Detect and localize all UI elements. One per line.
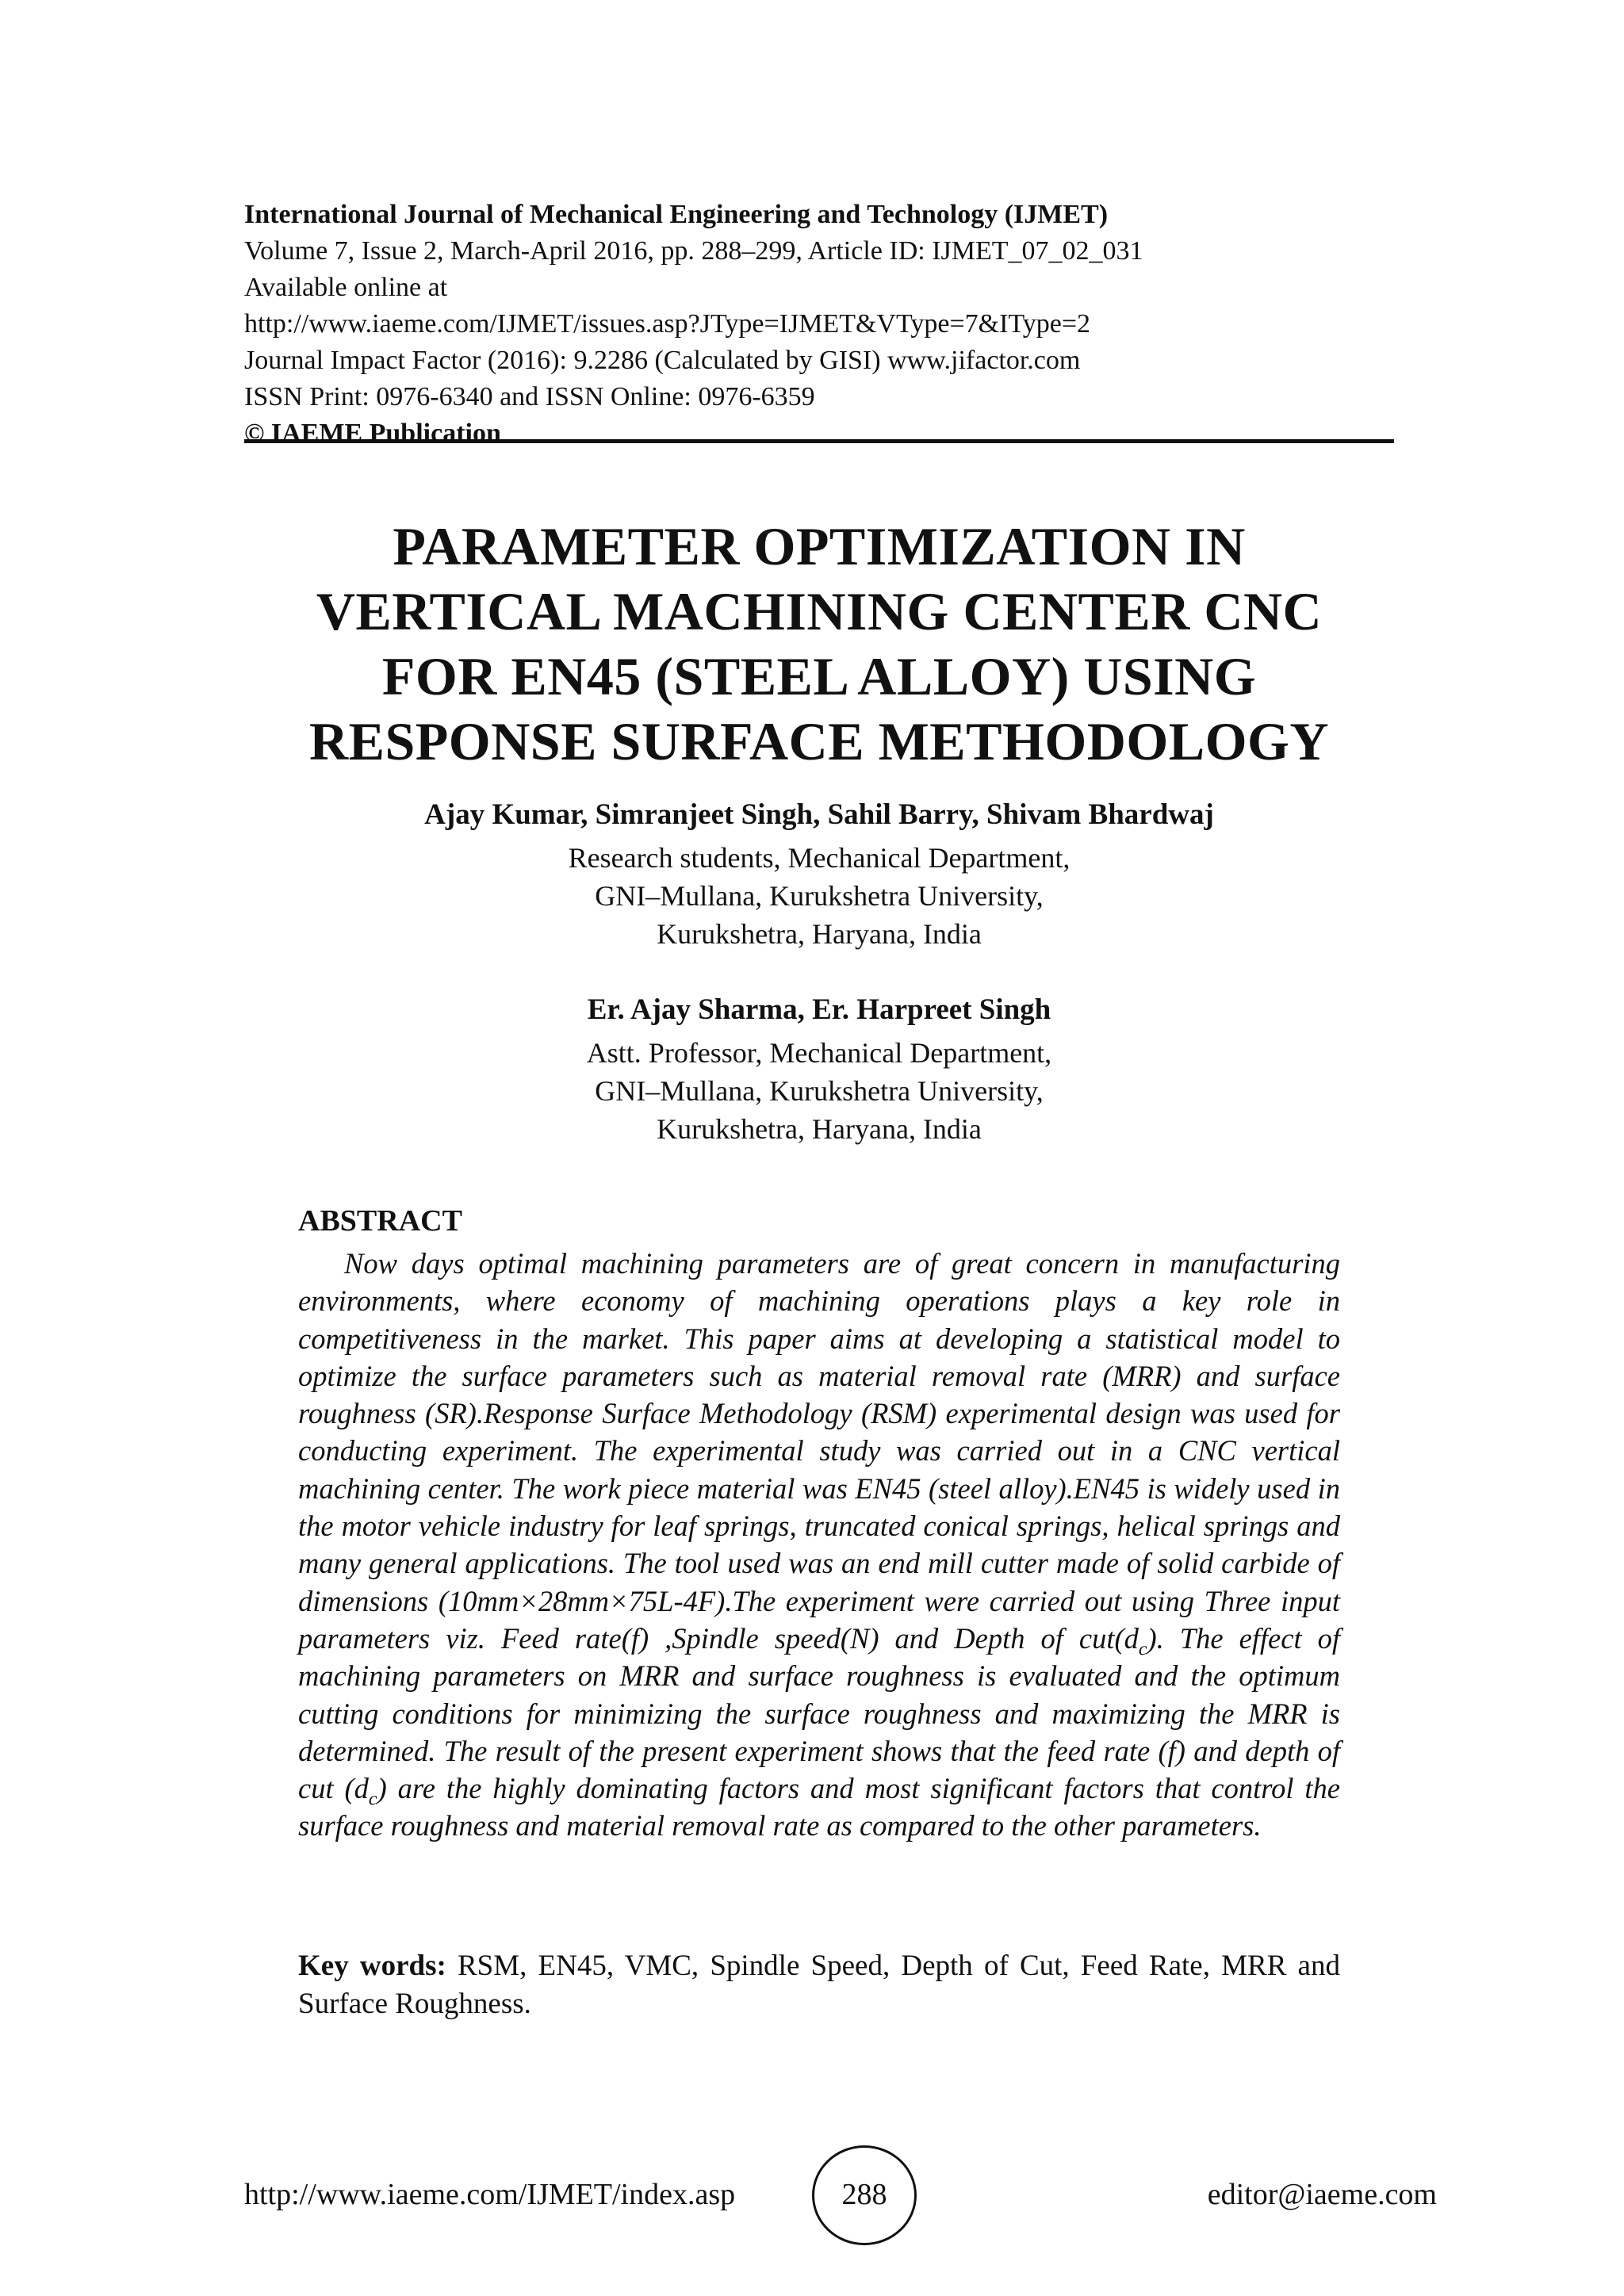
header-divider	[244, 439, 1394, 443]
affiliation-line: GNI–Mullana, Kurukshetra University,	[595, 1075, 1044, 1107]
abstract-text-part: ) are the highly dominating factors and most significant factors that control the surface roughness and material removal rate as compared to the other parameters.	[298, 1772, 1340, 1843]
affiliation-line: Kurukshetra, Haryana, India	[657, 918, 982, 950]
issn-line: ISSN Print: 0976-6340 and ISSN Online: 0976-6359	[244, 382, 815, 411]
affiliation-line: Kurukshetra, Haryana, India	[657, 1113, 982, 1145]
title-line: PARAMETER OPTIMIZATION IN	[393, 516, 1246, 576]
footer-email-link[interactable]: editor@iaeme.com	[1207, 2178, 1437, 2211]
journal-name: International Journal of Mechanical Engineering and Technology (IJMET)	[244, 200, 1109, 229]
author-group-professors	[238, 991, 1400, 1148]
impact-factor-line: Journal Impact Factor (2016): 9.2286 (Calculated by GISI) www.jifactor.com	[244, 346, 1081, 375]
affiliation-line: Research students, Mechanical Department,	[568, 842, 1071, 874]
title-line: VERTICAL MACHINING CENTER CNC	[316, 581, 1323, 641]
author-names: Er. Ajay Sharma, Er. Harpreet Singh	[587, 993, 1051, 1026]
title-line: RESPONSE SURFACE METHODOLOGY	[308, 711, 1329, 771]
paper-title	[238, 514, 1400, 774]
subscript-c: c	[1138, 1639, 1147, 1660]
abstract-heading: ABSTRACT	[298, 1204, 462, 1238]
abstract-text-part: Now days optimal machining parameters are of great concern in manufacturing environments, where economy of machining operations plays a key role in competitiveness in the market. This paper aims at developing a statistical model to optimize the surface parameters such as material removal rate (MRR) and surface roughness (SR).Response Surface Methodology (RSM) experimental design was used for conducting experiment. The experimental study was carried out in a CNC vertical machining center. The work piece material was EN45 (steel alloy).EN45 is widely used in the motor vehicle industry for leaf springs, truncated conical springs, helical springs and many general applications. The tool used was an end mill cutter made of solid carbide of dimensions (10mm×28mm×75L-4F).The experiment were carried out using Three input parameters viz. Feed rate(f) ,Spindle speed(N) and Depth of cut(d	[298, 1247, 1340, 1655]
available-online-label: Available online at	[244, 273, 448, 302]
keywords	[298, 1947, 1340, 2023]
keywords-label: Key words:	[298, 1950, 446, 1982]
issue-url-link[interactable]: http://www.iaeme.com/IJMET/issues.asp?JType=IJMET&VType=7&IType=2	[244, 309, 1091, 339]
author-group-students	[238, 796, 1400, 953]
publisher-line: © IAEME Publication	[244, 419, 501, 448]
author-names: Ajay Kumar, Simranjeet Singh, Sahil Barry, Shivam Bhardwaj	[424, 798, 1214, 831]
journal-header	[244, 197, 1394, 452]
affiliation-line: Astt. Professor, Mechanical Department,	[586, 1037, 1052, 1069]
volume-issue-line: Volume 7, Issue 2, March-April 2016, pp. 288–299, Article ID: IJMET_07_02_031	[244, 236, 1143, 266]
keywords-text: RSM, EN45, VMC, Spindle Speed, Depth of Cut, Feed Rate, MRR and Surface Roughness.	[298, 1950, 1340, 2020]
subscript-c: c	[368, 1789, 377, 1810]
footer-url-link[interactable]: http://www.iaeme.com/IJMET/index.asp	[244, 2178, 736, 2211]
affiliation-line: GNI–Mullana, Kurukshetra University,	[595, 880, 1044, 912]
abstract-text	[298, 1245, 1340, 1845]
abstract-text-part: ). The effect of machining parameters on MRR and surface roughness is evaluated and the optimum cutting conditions for minimizing the surface roughness and maximizing the MRR is determined. The result of the present experiment shows that the feed rate (f) and depth of cut (d	[298, 1621, 1340, 1805]
page-number: 288	[841, 2178, 887, 2211]
title-line: FOR EN45 (STEEL ALLOY) USING	[381, 646, 1257, 706]
